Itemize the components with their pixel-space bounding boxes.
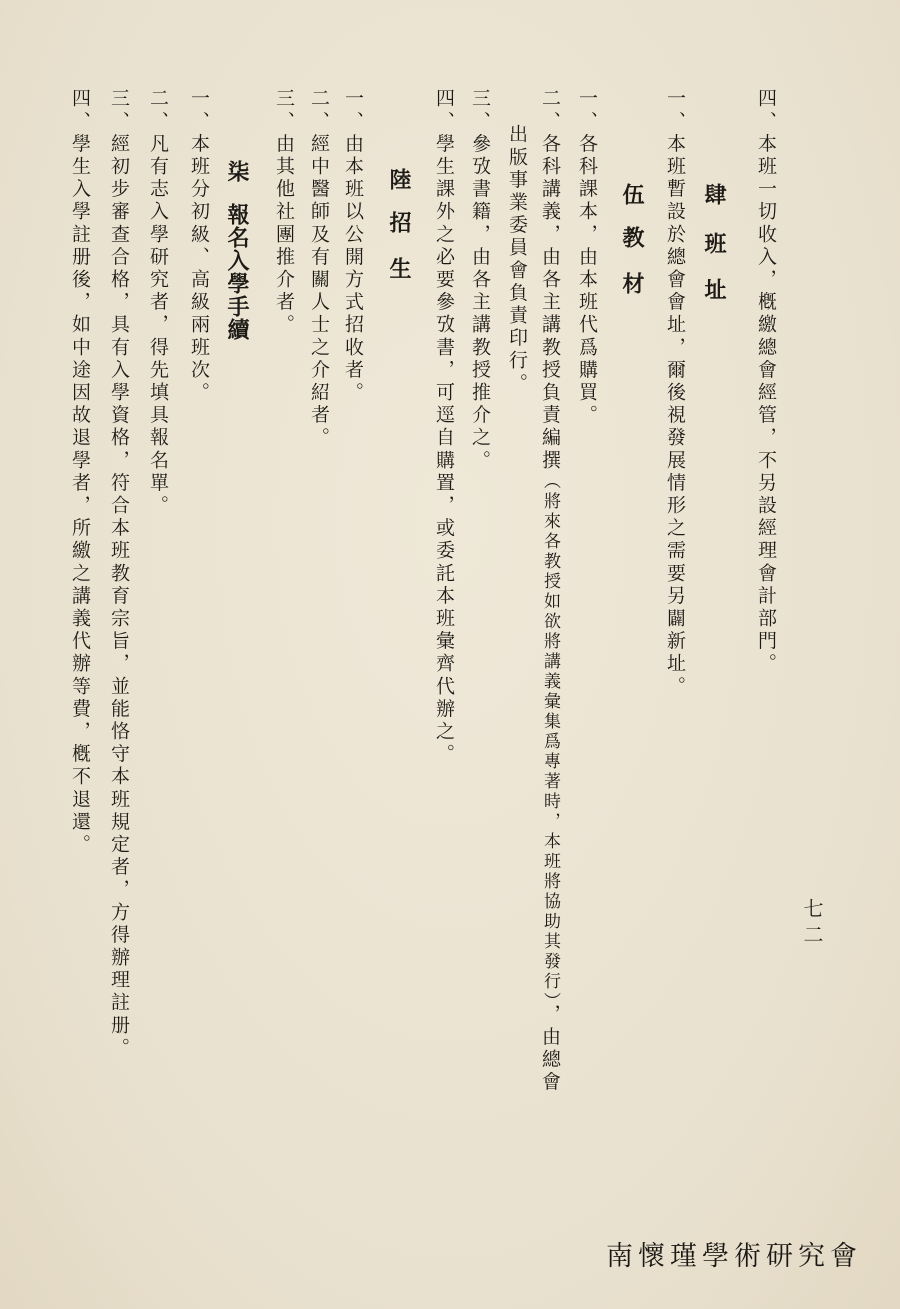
text-column-s7-item1: 一、本班分初級、高級兩班次。 [188,88,210,405]
text-column-s6-item2: 二、經中醫師及有關人士之介紹者。 [308,88,330,450]
section-heading-5 [621,183,643,295]
text-column-s7-item3: 三、經初步審查合格，具有入學資格，符合本班教育宗旨，並能恪守本班規定者，方得辦理註册。 [108,88,130,1060]
text-column-s5-item3: 三、參攷書籍，由各主講教授推介之。 [469,88,491,473]
text-column-s6-item3: 三、由其他社團推介者。 [273,88,295,337]
page-number: 七二 [800,898,824,950]
publisher-footer: 南懷瑾學術研究會 [606,1241,862,1272]
text-column-s5-item1: 一、各科課本，由本班代爲購買。 [576,88,598,427]
section-title: 招 生 [386,211,412,280]
text-column-s5-item2 [540,88,559,1094]
section-number: 陸 [386,168,412,191]
text-run: 二、各科講義，由各主講教授負責編撰 [539,88,561,473]
section-number: 肆 [701,183,727,206]
section-title: 報名入學手續 [224,203,250,341]
text-column-s6-item1: 一、由本班以公開方式招收者。 [342,88,364,405]
parenthetical-note: （將來各教授如欲將講義彙集爲專著時，本班將協助其發行） [540,472,560,1004]
text-column-s5-item2-cont: 出版事業委員會負責印行。 [506,124,528,396]
section-title: 班 址 [701,232,727,301]
text-column-s4-item1: 一、本班暫設於總會會址，爾後視發展情形之需要另闢新址。 [664,88,686,699]
text-column-s7-item2: 二、凡有志入學研究者，得先填具報名單。 [147,88,169,518]
section-number: 伍 [619,183,645,206]
section-title: 教 材 [619,226,645,295]
section-heading-7 [226,160,248,341]
text-column-s5-item4: 四、學生課外之必要參攷書，可逕自購置，或委託本班彙齊代辦之。 [433,88,455,766]
section-heading-4 [703,183,725,301]
text-column-s4-item4: 四、本班一切收入，槪繳總會經管，不另設經理會計部門。 [755,88,777,676]
text-run: ，由總會 [539,1003,561,1095]
text-column-s7-item4: 四、學生入學註册後，如中途因故退學者，所繳之講義代辦等費，槪不退還。 [69,88,91,857]
section-number: 柒 [224,160,250,183]
section-heading-6 [388,168,410,280]
